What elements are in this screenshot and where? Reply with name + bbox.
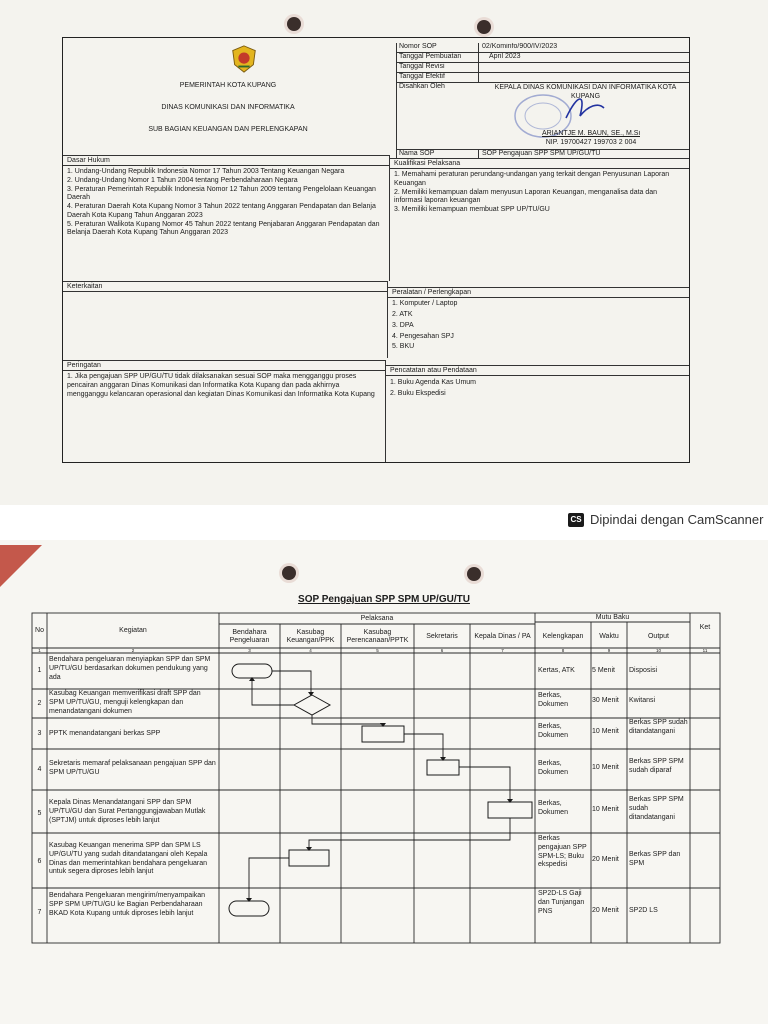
col-header-actor: Kasubag Perencanaan/PPTK xyxy=(346,629,409,645)
row-kegiatan: Bendahara Pengeluaran mengirim/menyampaikan SPP SPM UP/TU/GU ke Bagian Perbendaharaan BKAD Kota Kupang untuk diproses lebih lanjut xyxy=(49,892,206,917)
peralatan-item: 2. ATK xyxy=(392,310,413,318)
dasar-hukum-item: 5. Peraturan Walikota Kupang Nomor 45 Tahun 2022 tentang Penjabaran Anggaran Pendapatan dan Belanja Daerah Kota Kupang Tahun Anggaran 2023 xyxy=(67,220,380,237)
row-kelengkapan: SP2D-LS Gaji dan Tunjangan PNS xyxy=(538,890,585,915)
pencatatan-item: 2. Buku Ekspedisi xyxy=(390,389,446,397)
dasar-hukum-item: 3. Peraturan Pemerintah Republik Indonesia Nomor 12 Tahun 2009 tentang Pengelolaan Keuangan Daerah xyxy=(67,185,376,202)
row-kelengkapan: Berkas, Dokumen xyxy=(538,800,568,816)
peralatan-item: 5. BKU xyxy=(392,343,415,351)
col-header-pelaksana: Pelaksana xyxy=(360,615,394,622)
row-kegiatan: Kepala Dinas Menandatangani SPP dan SPM UP/TU/GU dan Surat Pertanggungjawaban Mutlak (SPTJM) untuk diproses lebih lanjut xyxy=(49,799,206,824)
col-header-kegiatan: Kegiatan xyxy=(119,627,147,634)
row-waktu: 10 Menit xyxy=(592,764,619,771)
col-number: 5 xyxy=(376,648,379,653)
col-header-actor: Kepala Dinas / PA xyxy=(474,633,531,640)
dasar-hukum-item: 4. Peraturan Daerah Kota Kupang Nomor 3 Tahun 2022 tentang Anggaran Pendapatan dan Belanja Daerah Kota Kupang Tahun Anggaran 2023 xyxy=(67,203,376,219)
approver-title: KEPALA DINAS KOMUNIKASI DAN INFORMATIKA KOTA KUPANG xyxy=(494,84,677,100)
camscanner-logo-icon: CS xyxy=(568,513,584,527)
subdept-name: SUB BAGIAN KEUANGAN DAN PERLENGKAPAN xyxy=(148,126,308,133)
col-number: 7 xyxy=(501,648,504,653)
col-number: 11 xyxy=(702,648,708,653)
row-waktu: 10 Menit xyxy=(592,728,619,735)
row-kelengkapan: Berkas pengajuan SPP SPM-LS; Buku ekspedisi xyxy=(538,835,587,869)
row-no: 5 xyxy=(37,810,42,817)
row-output: Berkas SPP SPM sudah ditandatangani xyxy=(629,796,684,821)
row-waktu: 5 Menit xyxy=(592,667,615,674)
sop-name-value: SOP Pengajuan SPP SPM UP/GU/TU xyxy=(478,149,689,158)
col-header-mutu: Mutu Baku xyxy=(595,614,630,621)
col-header-no: No xyxy=(35,627,44,634)
col-number: 2 xyxy=(131,648,135,653)
row-output: Berkas SPP SPM sudah diparaf xyxy=(629,758,684,774)
peralatan-item: 3. DPA xyxy=(392,321,414,329)
col-number: 8 xyxy=(561,648,565,653)
col-number: 4 xyxy=(309,648,312,653)
sekretaris-process xyxy=(427,760,459,775)
row-waktu: 20 Menit xyxy=(592,907,619,914)
row-kegiatan: Kasubag Keuangan memverifikasi draft SPP dan SPM UP/TU/GU, menguji kelengkapan dan menandatangani dokumen xyxy=(49,690,201,715)
flow-title: SOP Pengajuan SPP SPM UP/GU/TU xyxy=(298,594,470,605)
col-number: 10 xyxy=(655,648,661,653)
kualifikasi-item: 2. Memiliki kemampuan dalam menyusun Laporan Keuangan, menganalisa data dan informasi laporan keuangan xyxy=(394,188,658,205)
meta-value: April 2023 xyxy=(478,53,689,63)
start-terminator xyxy=(232,664,272,678)
row-kegiatan: Bendahara pengeluaran menyiapkan SPP dan SPM UP/TU/GU berdasarkan dokumen pendukung yang ada xyxy=(49,656,211,681)
pptk-process xyxy=(362,726,404,742)
peringatan-title: Peringatan xyxy=(63,360,386,370)
meta-label: Tanggal Efektif xyxy=(396,73,478,83)
row-kelengkapan: Berkas, Dokumen xyxy=(538,692,568,708)
row-waktu: 10 Menit xyxy=(592,806,619,813)
peralatan-item: 1. Komputer / Laptop xyxy=(392,300,458,307)
row-kelengkapan: Kertas, ATK xyxy=(538,667,575,674)
dasar-hukum-item: 2. Undang-Undang Nomor 1 Tahun 2004 tentang Perbendaharaan Negara xyxy=(67,176,298,184)
kualifikasi-item: 3. Memiliki kemampuan membuat SPP UP/TU/GU xyxy=(394,206,550,213)
row-output: Berkas SPP dan SPM xyxy=(629,851,681,867)
peralatan-title: Peralatan / Perlengkapan xyxy=(388,287,689,297)
kualifikasi-item: 1. Memahami peraturan perundang-undangan yang terkait dengan Penyusunan Laporan Keuangan xyxy=(394,171,670,187)
dasar-hukum-title: Dasar Hukum xyxy=(63,155,390,165)
signer-name: ARIANTJE M. BAUN, SE., M.Si xyxy=(541,130,640,137)
meta-value: 02/Kominfo/900/IV/2023 xyxy=(478,43,689,53)
row-kegiatan: PPTK menandatangani berkas SPP xyxy=(49,730,161,737)
sop-name-label: Nama SOP xyxy=(396,149,478,158)
pencatatan-title: Pencatatan atau Pendataan xyxy=(386,365,689,375)
row-output: Disposisi xyxy=(629,667,658,674)
col-header-waktu: Waktu xyxy=(599,633,619,640)
verify-decision xyxy=(294,695,330,715)
meta-label: Disahkan Oleh xyxy=(396,83,478,149)
signer-nip: NIP. 19700427 199703 2 004 xyxy=(545,139,637,146)
row-no: 4 xyxy=(37,766,42,773)
col-header-actor: Sekretaris xyxy=(426,633,458,640)
peralatan-item: 4. Pengesahan SPJ xyxy=(392,332,454,340)
row-no: 6 xyxy=(37,858,42,865)
row-output: SP2D LS xyxy=(629,907,658,914)
row-waktu: 20 Menit xyxy=(592,856,619,863)
kadis-process xyxy=(488,802,532,818)
col-header-kelengkapan: Kelengkapan xyxy=(542,633,584,640)
col-header-actor: Bendahara Pengeluaran xyxy=(229,629,270,645)
row-kegiatan: Kasubag Keuangan menerima SPP dan SPM LS UP/GU/TU yang sudah ditandatangani oleh Kepala Dinas dan memerintahkan bendahara pengeluaran untuk segera diproses lebih lanjut xyxy=(49,842,208,876)
pencatatan-item: 1. Buku Agenda Kas Umum xyxy=(390,379,476,386)
col-number: 6 xyxy=(440,648,444,653)
row-no: 3 xyxy=(37,730,42,737)
col-header-ket: Ket xyxy=(699,624,711,631)
kasubag-process xyxy=(289,850,329,866)
camscanner-text: Dipindai dengan CamScanner xyxy=(590,512,764,527)
row-no: 1 xyxy=(37,667,42,674)
kualifikasi-title: Kualifikasi Pelaksana xyxy=(390,158,689,168)
dasar-hukum-item: 1. Undang-Undang Republik Indonesia Nomor 17 Tahun 2003 Tentang Keuangan Negara xyxy=(67,168,345,175)
row-output: Berkas SPP sudah ditandatangani xyxy=(629,719,688,735)
col-header-output: Output xyxy=(647,633,669,640)
row-kegiatan: Sekretaris memaraf pelaksanaan pengajuan SPP dan SPM UP/TU/GU xyxy=(49,760,216,776)
col-header-actor: Kasubag Keuangan/PPK xyxy=(286,629,335,645)
dept-name: DINAS KOMUNIKASI DAN INFORMATIKA xyxy=(161,104,295,111)
keterkaitan-title: Keterkaitan xyxy=(63,281,388,291)
peringatan-text: 1. Jika pengajuan SPP UP/GU/TU tidak dilaksanakan sesuai SOP maka mengganggu proses pencairan anggaran Dinas Komunikasi dan Informatika Kota Kupang dan pada akhirnya mengganggu kelancaran operasional dan kegiatan Dinas Komunikasi dan Informatika Kota Kupang xyxy=(63,370,386,462)
gov-name: PEMERINTAH KOTA KUPANG xyxy=(179,82,277,89)
row-kelengkapan: Berkas, Dokumen xyxy=(538,723,568,739)
col-number: 3 xyxy=(248,648,251,653)
meta-label: Nomor SOP xyxy=(396,43,478,53)
end-terminator xyxy=(229,901,269,916)
col-number: 1 xyxy=(38,648,41,653)
col-number: 9 xyxy=(607,648,611,653)
row-no: 2 xyxy=(37,700,42,707)
row-waktu: 30 Menit xyxy=(592,697,619,704)
row-no: 7 xyxy=(37,909,42,916)
row-kelengkapan: Berkas, Dokumen xyxy=(538,760,568,776)
meta-label: Tanggal Pembuatan xyxy=(396,53,478,63)
meta-label: Tanggal Revisi xyxy=(396,63,478,73)
row-output: Kwitansi xyxy=(629,697,656,704)
